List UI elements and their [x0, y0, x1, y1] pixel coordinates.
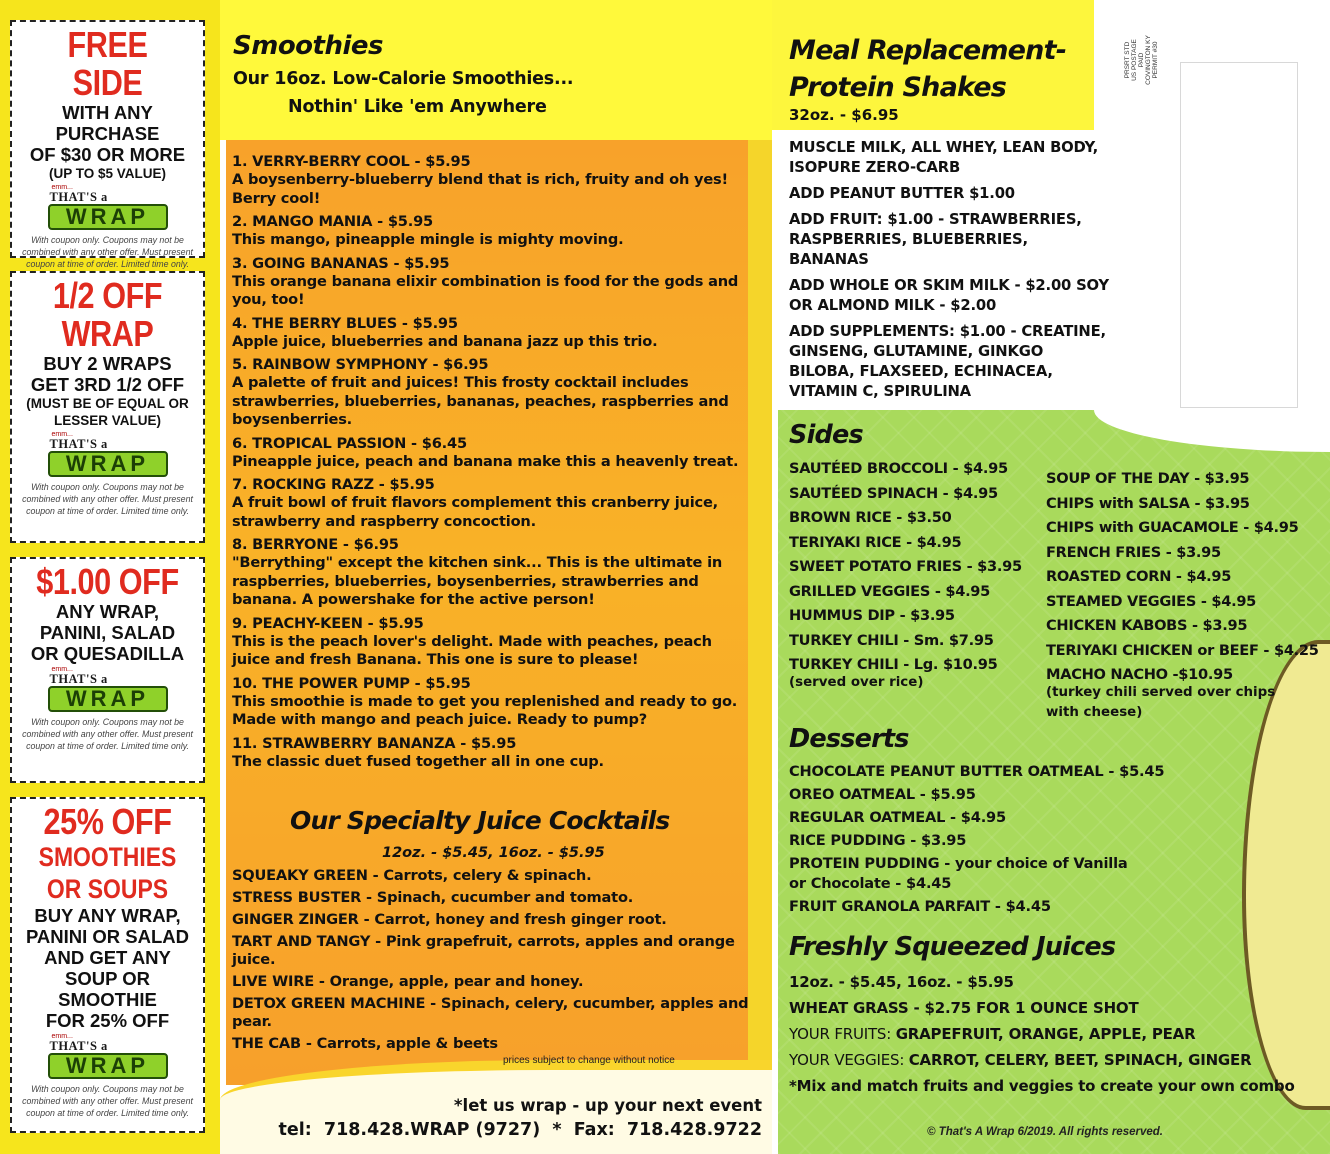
coupon-headline: $1.00 OFF — [36, 561, 179, 602]
event-tagline: *let us wrap - up your next event — [453, 1096, 762, 1115]
shakes-price: 32oz. - $6.95 — [789, 106, 899, 124]
list-item: ADD FRUIT: $1.00 - STRAWBERRIES, RASPBERRIES, BLUEBERRIES, BANANAS — [789, 211, 1082, 268]
sides-list-left — [789, 460, 1089, 695]
item-note: (served over rice) — [789, 674, 924, 690]
coupon-headline: FREE SIDE — [67, 24, 148, 103]
list-item: 10. THE POWER PUMP - $5.95 This smoothie is made to get you replenished and ready to go. Made with mango and peach juice. Ready to pump? — [232, 674, 738, 728]
shakes-options — [789, 138, 1109, 408]
list-item: ADD PEANUT BUTTER $1.00 — [789, 185, 1015, 202]
item-note: with cheese) — [1046, 704, 1143, 720]
juices-title: Freshly Squeezed Juices — [789, 932, 1116, 962]
copyright: © That's A Wrap 6/2019. All rights reserved. — [927, 1126, 1163, 1138]
thats-a-wrap-logo: emm... THAT'S a WRAP — [48, 433, 168, 477]
list-item: 11. STRAWBERRY BANANZA - $5.95 The classic duet fused together all in one cup. — [232, 734, 604, 770]
list-item: STEAMED VEGGIES - $4.95 — [1046, 592, 1257, 610]
list-item: 2. MANGO MANIA - $5.95 This mango, pineapple mingle is mighty moving. — [232, 213, 624, 248]
coupon-fine-print: With coupon only. Coupons may not be combined with any other offer. Must present coupon at time of order. Limited time only. — [22, 717, 193, 751]
coupon-line: WITH ANY — [62, 102, 153, 123]
list-item: 4. THE BERRY BLUES - $5.95 Apple juice, blueberries and banana jazz up this trio. — [232, 314, 658, 350]
smoothie-list — [232, 153, 752, 776]
thats-a-wrap-logo: emm... THAT'S a WRAP — [48, 1035, 168, 1079]
list-item: CHICKEN KABOBS - $3.95 — [1046, 617, 1248, 634]
coupon-line: OF $30 OR MORE — [29, 144, 186, 165]
list-item: CHOCOLATE PEANUT BUTTER OATMEAL - $5.45 — [789, 763, 1165, 780]
shakes-title: Meal Replacement- Protein Shakes — [789, 35, 1067, 103]
cocktail-list — [232, 867, 752, 1057]
list-item: PROTEIN PUDDING - your choice of Vanilla or Chocolate - $4.45 — [789, 855, 1128, 892]
coupon-25-off[interactable] — [10, 797, 205, 1133]
postage-indicia: PRSRT STD US POSTAGE PAID COVINGTON KY PERMIT #30 — [1124, 35, 1159, 85]
coupon-half-off-wrap[interactable] — [10, 271, 205, 543]
list-item: TERIYAKI CHICKEN or BEEF - $4.25 — [1046, 641, 1319, 659]
smoothies-tagline: Nothin' Like 'em Anywhere — [288, 97, 547, 117]
coupon-note: (UP TO $5 VALUE) — [48, 166, 167, 181]
list-item: SAUTÉED SPINACH - $4.95 — [789, 484, 998, 502]
list-item: SWEET POTATO FRIES - $3.95 — [789, 558, 1022, 575]
juices-list — [789, 972, 1329, 1102]
list-item: MACHO NACHO -$10.95 — [1046, 666, 1233, 683]
sides-list-right — [1046, 470, 1330, 725]
desserts-list — [789, 762, 1249, 920]
thats-a-wrap-logo: emm... THAT'S a WRAP — [48, 186, 168, 230]
coupons-column — [0, 0, 220, 1154]
smoothies-subtitle: Our 16oz. Low-Calorie Smoothies... — [233, 69, 574, 89]
smoothies-column — [220, 0, 772, 1154]
list-item: FRUIT GRANOLA PARFAIT - $4.45 — [789, 898, 1051, 915]
coupon-headline: 25% OFF — [43, 801, 172, 842]
list-item: 6. TROPICAL PASSION - $6.45 Pineapple juice, peach and banana make this a heavenly treat. — [232, 434, 739, 470]
list-item: YOUR VEGGIES: CARROT, CELERY, BEET, SPINACH, GINGER — [789, 1051, 1252, 1069]
list-item: DETOX GREEN MACHINE - Spinach, celery, cucumber, apples and pear. — [232, 995, 749, 1030]
list-item: CHIPS with SALSA - $3.95 — [1046, 494, 1250, 512]
coupon-line: BUY 2 WRAPS — [43, 353, 172, 374]
list-item: 1. VERRY-BERRY COOL - $5.95 A boysenberry-blueberry blend that is rich, fruity and oh yes! Berry cool! — [232, 153, 729, 207]
list-item: TERIYAKI RICE - $4.95 — [789, 533, 962, 551]
cocktail-sizes: 12oz. - $5.45, 16oz. - $5.95 — [382, 845, 605, 861]
coupon-line: ANY WRAP, — [55, 601, 160, 622]
list-item: TART AND TANGY - Pink grapefruit, carrots, apples and orange juice. — [232, 933, 735, 968]
cocktails-title: Our Specialty Juice Cocktails — [290, 806, 670, 835]
coupon-fine-print: With coupon only. Coupons may not be combined with any other offer. Must present coupon at time of order. Limited time only. — [22, 235, 193, 269]
list-item: GRILLED VEGGIES - $4.95 — [789, 582, 991, 600]
coupon-one-dollar-off[interactable] — [10, 557, 205, 783]
coupon-line: PANINI, SALAD — [39, 622, 176, 643]
coupon-line: GET 3RD 1/2 OFF — [30, 374, 185, 395]
list-item: STRESS BUSTER - Spinach, cucumber and tomato. — [232, 889, 634, 906]
list-item: 5. RAINBOW SYMPHONY - $6.95 A palette of fruit and juices! This frosty cocktail includes strawberries, blueberries, bananas, peaches, raspberries and boysenberries. — [232, 356, 729, 428]
right-panel — [772, 0, 1330, 1154]
coupon-line: FOR 25% OFF — [45, 1010, 170, 1031]
list-item: RICE PUDDING - $3.95 — [789, 832, 967, 849]
list-item: 9. PEACHY-KEEN - $5.95 This is the peach lover's delight. Made with peaches, peach juice and fresh Banana. This one is sure to please! — [232, 614, 712, 668]
list-item: REGULAR OATMEAL - $4.95 — [789, 809, 1006, 826]
list-item: TURKEY CHILI - Sm. $7.95 — [789, 631, 994, 649]
coupon-line: AND GET ANY — [44, 947, 171, 968]
list-item: ADD WHOLE OR SKIM MILK - $2.00 SOY OR ALMOND MILK - $2.00 — [789, 277, 1109, 314]
coupon-fine-print: With coupon only. Coupons may not be combined with any other offer. Must present coupon at time of order. Limited time only. — [22, 1084, 193, 1118]
list-item: 3. GOING BANANAS - $5.95 This orange banana elixir combination is food for the gods and you, too! — [232, 254, 739, 308]
list-item: SQUEAKY GREEN - Carrots, celery & spinach. — [232, 867, 592, 884]
juice-sizes: 12oz. - $5.45, 16oz. - $5.95 — [789, 973, 1014, 991]
coupon-sub: OR SOUPS — [46, 874, 169, 904]
address-box — [1180, 62, 1298, 408]
coupon-line: PANINI OR SALAD — [25, 926, 190, 947]
thats-a-wrap-logo: emm... THAT'S a WRAP — [48, 668, 168, 712]
list-item: SOUP OF THE DAY - $3.95 — [1046, 470, 1250, 487]
juice-mix-note: *Mix and match fruits and veggies to create your own combo — [789, 1077, 1295, 1095]
list-item: 7. ROCKING RAZZ - $5.95 A fruit bowl of fruit flavors complement this cranberry juice, strawberry and raspberry concoction. — [232, 476, 718, 530]
list-item: 8. BERRYONE - $6.95 "Berrything" except the kitchen sink... This is the ultimate in raspberries, blueberries, boysenberries, strawberries and banana. A powershake for the active person! — [232, 536, 723, 608]
coupon-line: SOUP OR SMOOTHIE — [58, 968, 157, 1010]
coupon-line: OR QUESADILLA — [30, 643, 185, 664]
coupon-line: PURCHASE — [55, 123, 160, 144]
item-note: (turkey chili served over chips — [1046, 684, 1276, 700]
list-item: ROASTED CORN - $4.95 — [1046, 568, 1232, 585]
smoothies-title: Smoothies — [233, 31, 384, 61]
list-item: LIVE WIRE - Orange, apple, pear and honey. — [232, 973, 584, 990]
sides-title: Sides — [789, 420, 863, 450]
list-item: SAUTÉED BROCCOLI - $4.95 — [789, 460, 1008, 477]
coupon-headline-2: WRAP — [61, 313, 154, 354]
coupon-note: (MUST BE OF EQUAL OR LESSER VALUE) — [26, 396, 189, 428]
coupon-free-side[interactable] — [10, 20, 205, 269]
list-item: TURKEY CHILI - Lg. $10.95 — [789, 656, 998, 673]
list-item: YOUR FRUITS: GRAPEFRUIT, ORANGE, APPLE, PEAR — [789, 1025, 1196, 1043]
list-item: GINGER ZINGER - Carrot, honey and fresh ginger root. — [232, 911, 667, 928]
list-item: ADD SUPPLEMENTS: $1.00 - CREATINE, GINSENG, GLUTAMINE, GINKGO BILOBA, FLAXSEED, ECHINACEA, VITAMIN C, SPIRULINA — [789, 323, 1106, 400]
list-item: MUSCLE MILK, ALL WHEY, LEAN BODY, ISOPURE ZERO-CARB — [789, 139, 1099, 176]
coupon-headline: 1/2 OFF — [52, 275, 163, 316]
list-item: BROWN RICE - $3.50 — [789, 509, 952, 526]
list-item: FRENCH FRIES - $3.95 — [1046, 543, 1221, 561]
coupon-fine-print: With coupon only. Coupons may not be combined with any other offer. Must present coupon at time of order. Limited time only. — [22, 482, 193, 516]
list-item: CHIPS with GUACAMOLE - $4.95 — [1046, 519, 1299, 536]
list-item: THE CAB - Carrots, apple & beets — [232, 1035, 498, 1052]
list-item: OREO OATMEAL - $5.95 — [789, 786, 976, 803]
contact-info[interactable]: tel: 718.428.WRAP (9727) * Fax: 718.428.9722 — [278, 1120, 762, 1140]
coupon-line: BUY ANY WRAP, — [34, 905, 181, 926]
list-item: WHEAT GRASS - $2.75 FOR 1 OUNCE SHOT — [789, 999, 1139, 1017]
coupon-sub: SMOOTHIES — [38, 842, 177, 872]
list-item: HUMMUS DIP - $3.95 — [789, 607, 955, 624]
prices-note: prices subject to change without notice — [503, 1055, 675, 1066]
desserts-title: Desserts — [789, 724, 909, 754]
